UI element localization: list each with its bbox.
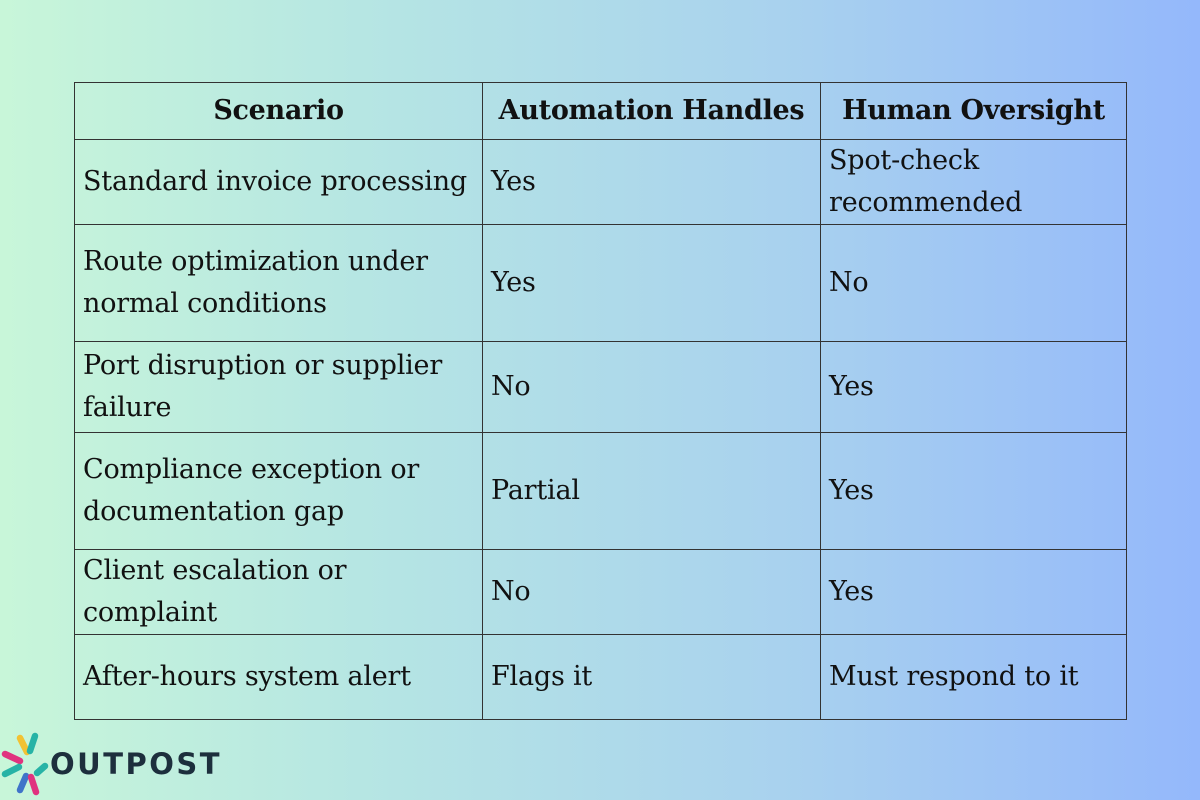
table-row bbox=[75, 342, 1127, 433]
automation-cell: Yes bbox=[483, 225, 821, 342]
automation-cell: Partial bbox=[483, 433, 821, 550]
oversight-cell: Spot-check recommended bbox=[821, 140, 1127, 225]
scenario-cell: After-hours system alert bbox=[75, 635, 483, 720]
logo-stroke-blue bbox=[20, 776, 26, 790]
logo-stroke-magenta-2 bbox=[31, 777, 36, 792]
logo-stroke-teal-3 bbox=[37, 766, 45, 773]
scenario-cell: Standard invoice processing bbox=[75, 140, 483, 225]
automation-cell: No bbox=[483, 342, 821, 433]
table-row bbox=[75, 433, 1127, 550]
automation-cell: Flags it bbox=[483, 635, 821, 720]
oversight-cell: Yes bbox=[821, 550, 1127, 635]
oversight-cell: Yes bbox=[821, 342, 1127, 433]
logo-stroke-teal-2 bbox=[5, 767, 19, 774]
outpost-star-icon bbox=[0, 728, 56, 800]
brand-name: OUTPOST bbox=[50, 747, 223, 781]
logo-stroke-teal bbox=[30, 736, 35, 751]
automation-comparison-table bbox=[74, 82, 1127, 720]
header-scenario: Scenario bbox=[75, 83, 483, 140]
outpost-logo bbox=[0, 728, 222, 800]
scenario-cell: Port disruption or supplier failure bbox=[75, 342, 483, 433]
scenario-cell: Route optimization under normal conditions bbox=[75, 225, 483, 342]
table-row bbox=[75, 550, 1127, 635]
header-automation-handles: Automation Handles bbox=[483, 83, 821, 140]
logo-stroke-magenta bbox=[5, 754, 20, 761]
oversight-cell: Yes bbox=[821, 433, 1127, 550]
oversight-cell: No bbox=[821, 225, 1127, 342]
automation-cell: Yes bbox=[483, 140, 821, 225]
comparison-table-container bbox=[74, 82, 1126, 720]
table-row bbox=[75, 635, 1127, 720]
scenario-cell: Compliance exception or documentation gap bbox=[75, 433, 483, 550]
scenario-cell: Client escalation or complaint bbox=[75, 550, 483, 635]
header-human-oversight: Human Oversight bbox=[821, 83, 1127, 140]
table-header-row bbox=[75, 83, 1127, 140]
logo-stroke-yellow bbox=[20, 738, 27, 752]
table-row bbox=[75, 140, 1127, 225]
table-row bbox=[75, 225, 1127, 342]
oversight-cell: Must respond to it bbox=[821, 635, 1127, 720]
automation-cell: No bbox=[483, 550, 821, 635]
